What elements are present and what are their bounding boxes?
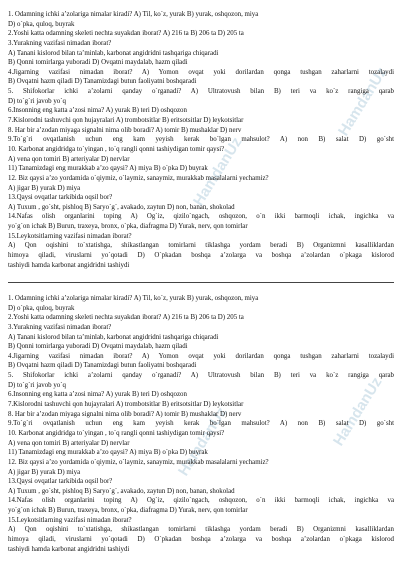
question-text-line: 3.Yurakning vazifasi nimadan iborat? bbox=[8, 323, 112, 331]
quiz-block-second bbox=[8, 294, 394, 554]
question-text-line: A) Tuxum , go`sht, pishloq B) Saryo`g`, avakado, zaytun D) non, banan, shokolad bbox=[8, 203, 235, 211]
watermark-text: HamdanUz bbox=[330, 374, 386, 450]
question-text-line: tashiydi hamda karbonat angidridni tashiydi bbox=[8, 261, 130, 269]
question-text-line: D) o`pka, quloq, buyrak bbox=[8, 20, 75, 28]
question-text-line: D) to`g`ri javob yo`q bbox=[8, 381, 66, 389]
question-text-line: 6.Insonning eng katta a’zosi nima? A) yurak B) teri D) oshqozon bbox=[8, 107, 187, 115]
question-text-line: 8. Har bir a’zodan miyaga signalni nima olib boradi? A) tomir B) mushaklar D) nerv bbox=[8, 410, 242, 418]
question-text-line: 2.Yoshi katta odamning skeleti nechta suyakdan iborat? A) 216 ta B) 206 ta D) 205 ta bbox=[8, 30, 244, 38]
watermark-text: HamdanUz bbox=[175, 404, 231, 480]
question-text-line: B) Qonni tomirlarga yuboradi D) Ovqatni maydalab, hazm qiladi bbox=[8, 59, 188, 67]
question-text-line: 12. Biz qaysi a’zo yordamida o`qiymiz, o`laymiz, sanaymiz, murakkab masalalarni yechamiz? bbox=[8, 174, 269, 182]
question-text-line: 11) Tanamizdagi eng murakkab a’zo qaysi? A) miya B) o`pka D) buyrak bbox=[8, 165, 208, 173]
question-text-line: 14.Nafas olish organlarini toping A) Og`iz, qizilo`ngach, oshqozon, o`n ikki barmoqli ichak, ingichka va bbox=[8, 497, 394, 505]
question-text-line: 1. Odamning ichki a’zolariga nimalar kiradi? A) Til, ko`z, yurak B) yurak, oshqozon, miya bbox=[8, 11, 259, 18]
question-text-line: 12. Biz qaysi a’zo yordamida o`qiymiz, o`laymiz, sanaymiz, murakkab masalalarni yechamiz? bbox=[8, 458, 269, 466]
question-text-line: yo`g`on ichak B) Burun, traxeya, bronx, o`pka, diafragma D) Yurak, nerv, qon tomirlar bbox=[8, 507, 248, 515]
question-text-line: A) Tanani kislorod bilan ta’minlab, karbonat angidridni tashqariga chiqaradi bbox=[8, 333, 219, 341]
cut-line-divider bbox=[8, 282, 394, 283]
question-text-line: 9.To`g`ri ovqatlanish uchun eng kam yeyish kerak bo`lgan mahsulot? A) non B) salat D) go`sht bbox=[8, 420, 394, 428]
question-text-line: D) o`pka, quloq, buyrak bbox=[8, 304, 75, 312]
question-text-line: 1. Odamning ichki a’zolariga nimalar kiradi? A) Til, ko`z, yurak B) yurak, oshqozon, miya bbox=[8, 295, 259, 302]
question-text-line: B) Ovqatni hazm qiladi D) Tanamizdagi butun faoliyatni boshqaradi bbox=[8, 362, 197, 370]
question-text-line: 5. Shifokorlar ichki a’zolarni qanday o`rganadi? A) Ultratovush bilan B) teri va ko`z rangiga qarab bbox=[8, 88, 394, 96]
question-text-line: B) Ovqatni hazm qiladi D) Tanamizdagi butun faoliyatni boshqaradi bbox=[8, 78, 197, 86]
question-text-line: A) jigar B) yurak D) miya bbox=[8, 184, 81, 192]
question-text-line: tashiydi hamda karbonat angidridni tashiydi bbox=[8, 545, 130, 553]
question-text-line: 13.Qaysi ovqatlar tarkibida oqsil bor? bbox=[8, 478, 113, 486]
question-text-line: yo`g`on ichak B) Burun, traxeya, bronx, o`pka, diafragma D) Yurak, nerv, qon tomirlar bbox=[8, 223, 248, 231]
question-text-line: himoya qiladi, viruslarni yo`qotadi D) O`pkadan boshqa a’zolarga va boshqa a’zolardan o`pkaga kislorod bbox=[8, 252, 394, 260]
question-text-line: A) vena qon tomiri B) arteriyalar D) nervlar bbox=[8, 439, 130, 447]
question-text-line: A) Tanani kislorod bilan ta’minlab, karbonat angidridni tashqariga chiqaradi bbox=[8, 49, 219, 57]
question-text-line: 4.Jigarning vazifasi nimadan iborat? A) Yomon ovqat yoki dorilardan qonga tushgan zaharlarni tozalaydi bbox=[8, 352, 394, 360]
question-text-line: 9.To`g`ri ovqatlanish uchun eng kam yeyish kerak bo`lgan mahsulot? A) non B) salat D) go`sht bbox=[8, 136, 394, 144]
question-text-line: A) Qon oqishini to`xtatishga, shikastlangan tomirlarni tiklashga yordam beradi B) Organizmni kasalliklardan bbox=[8, 242, 394, 250]
question-text-line: A) vena qon tomiri B) arteriyalar D) nervlar bbox=[8, 155, 130, 163]
question-text-line: 10. Karbonat angidridga to`yingan , to`q rangli qonni tashiydigan tomir qaysi? bbox=[8, 429, 225, 437]
question-text-line: A) jigar B) yurak D) miya bbox=[8, 468, 81, 476]
question-text-line: 15.Leykotsitlarning vazifasi nimadan iborat? bbox=[8, 232, 132, 240]
question-text-line: A) Tuxum , go`sht, pishloq B) Saryo`g`, avakado, zaytun D) non, banan, shokolad bbox=[8, 487, 235, 495]
question-text-line: D) to`g`ri javob yo`q bbox=[8, 97, 66, 105]
question-text-line: 5. Shifokorlar ichki a’zolarni qanday o`rganadi? A) Ultratovush bilan B) teri va ko`z rangiga qarab bbox=[8, 372, 394, 380]
question-text-line: 15.Leykotsitlarning vazifasi nimadan iborat? bbox=[8, 516, 132, 524]
question-text-line: 8. Har bir a’zodan miyaga signalni nima olib boradi? A) tomir B) mushaklar D) nerv bbox=[8, 126, 242, 134]
question-text-line: 6.Insonning eng katta a’zosi nima? A) yurak B) teri D) oshqozon bbox=[8, 391, 187, 399]
watermark-text: HamdanUz bbox=[190, 134, 246, 210]
question-text-line: B) Qonni tomirlarga yuboradi D) Ovqatni maydalab, hazm qiladi bbox=[8, 343, 188, 351]
question-text-line: 4.Jigarning vazifasi nimadan iborat? A) Yomon ovqat yoki dorilardan qonga tushgan zaharlarni tozalaydi bbox=[8, 68, 394, 76]
question-text-line: 13.Qaysi ovqatlar tarkibida oqsil bor? bbox=[8, 194, 113, 202]
question-text-line: 7.Kislorodni tashuvchi qon hujayralari A) trombotsitlar B) eritsotsitlar D) leykotsitlar bbox=[8, 401, 244, 409]
question-text-line: himoya qiladi, viruslarni yo`qotadi D) O`pkadan boshqa a’zolarga va boshqa a’zolardan o`pkaga kislorod bbox=[8, 536, 394, 544]
question-text-line: 2.Yoshi katta odamning skeleti nechta suyakdan iborat? A) 216 ta B) 206 ta D) 205 ta bbox=[8, 314, 244, 322]
question-text-line: A) Qon oqishini to`xtatishga, shikastlangan tomirlarni tiklashga yordam beradi B) Organizmni kasalliklardan bbox=[8, 526, 394, 534]
watermark-text: HamdanUz bbox=[335, 64, 391, 140]
question-text-line: 14.Nafas olish organlarini toping A) Og`iz, qizilo`ngach, oshqozon, o`n ikki barmoqli ichak, ingichka va bbox=[8, 213, 394, 221]
question-text-line: 7.Kislorodni tashuvchi qon hujayralari A) trombotsitlar B) eritsotsitlar D) leykotsitlar bbox=[8, 117, 244, 125]
quiz-block-first bbox=[8, 10, 394, 270]
question-text-line: 3.Yurakning vazifasi nimadan iborat? bbox=[8, 39, 112, 47]
question-text-line: 10. Karbonat angidridga to`yingan , to`q rangli qonni tashiydigan tomir qaysi? bbox=[8, 145, 225, 153]
question-text-line: 11) Tanamizdagi eng murakkab a’zo qaysi? A) miya B) o`pka D) buyrak bbox=[8, 449, 208, 457]
